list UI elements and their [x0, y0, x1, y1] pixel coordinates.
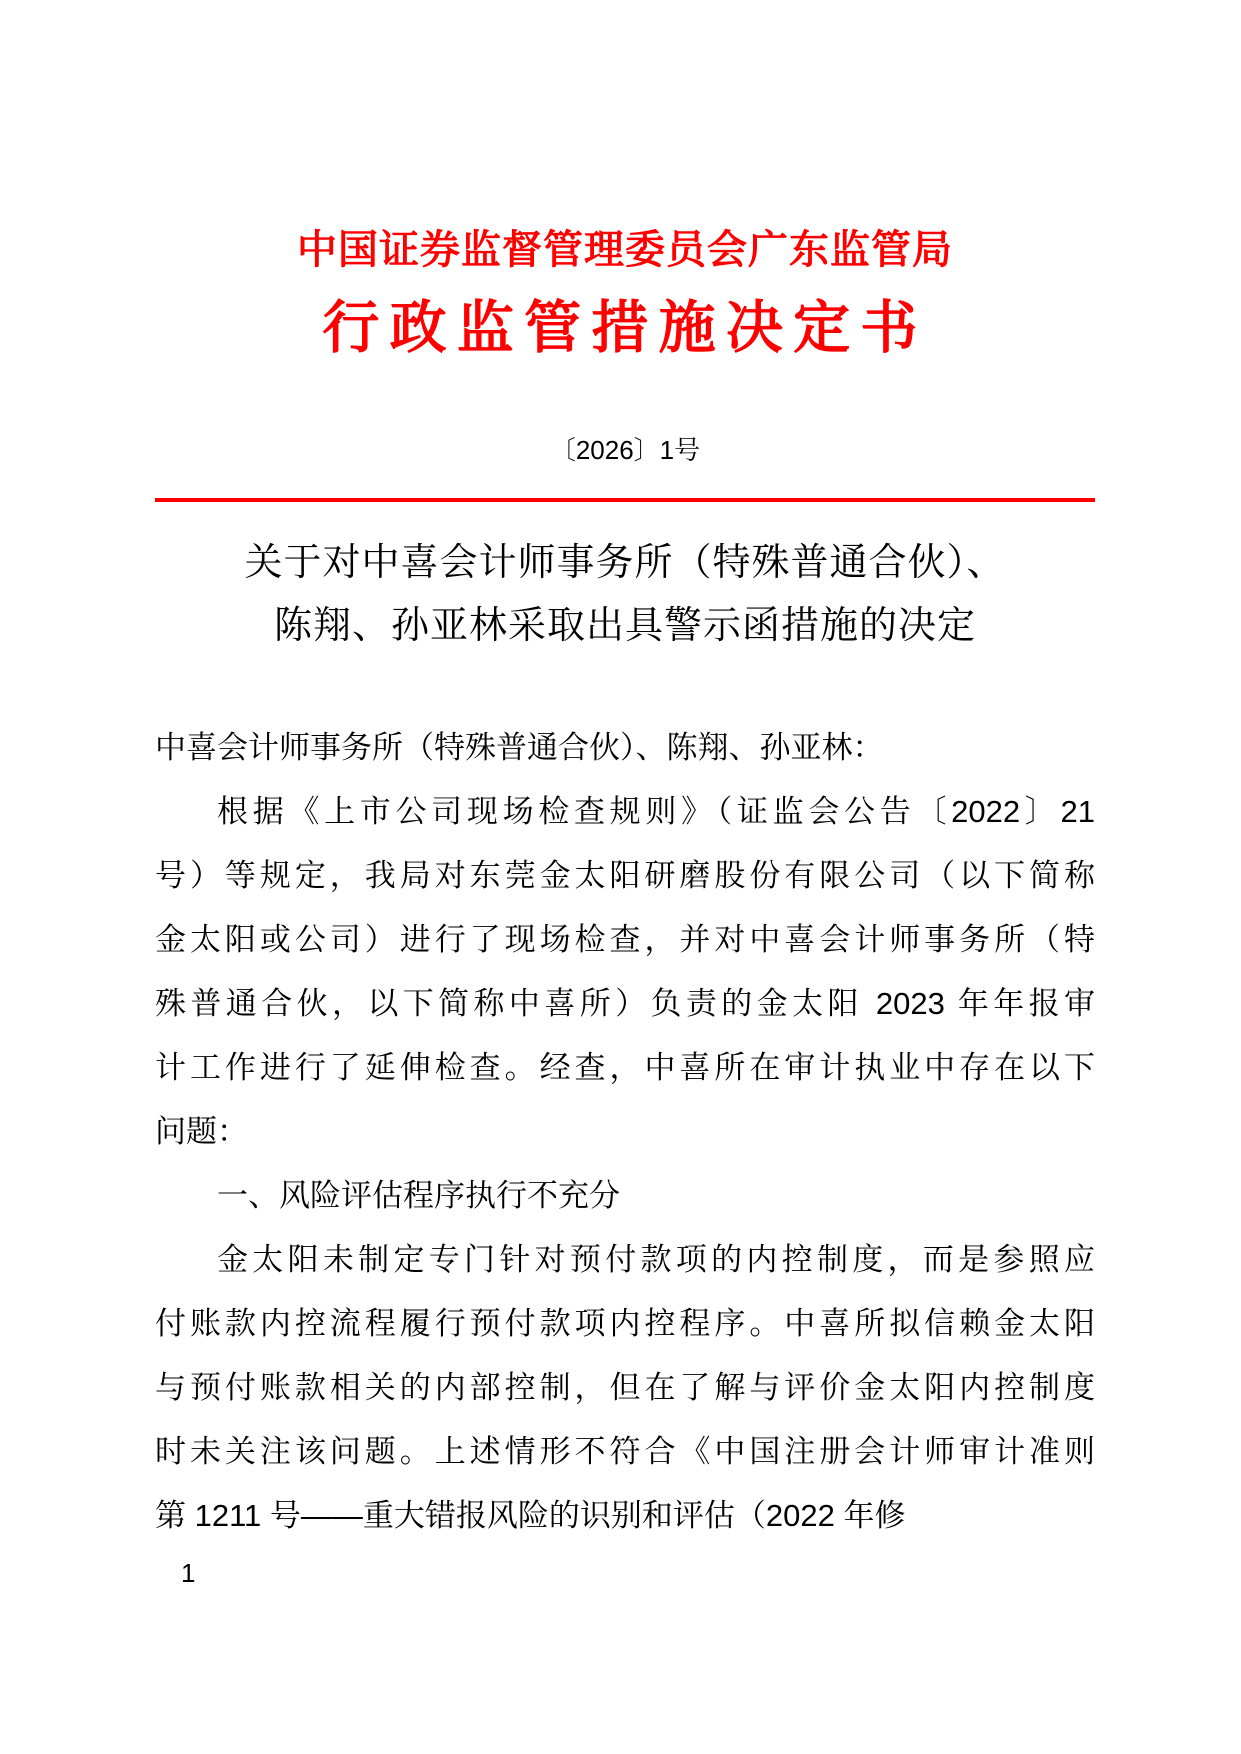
body-line: 金太阳未制定专门针对预付款项的内控制度，而是参照应 [217, 1242, 1095, 1277]
page-number: 1 [181, 1558, 196, 1588]
document-content [155, 0, 1095, 1588]
body-line: 时未关注该问题。上述情形不符合《中国注册会计师审计准则 [155, 1434, 1095, 1469]
body-line: 根据《上市公司现场检查规则》（证监会公告〔2022〕21 [217, 794, 1095, 829]
main-heading-line-1: 关于对中喜会计师事务所（特殊普通合伙）、 [244, 542, 1006, 584]
section-heading: 一、风险评估程序执行不充分 [217, 1178, 620, 1213]
body-text [155, 716, 1095, 1548]
body-line: 问题： [155, 1114, 248, 1149]
main-heading-line-2: 陈翔、孙亚林采取出具警示函措施的决定 [273, 605, 976, 647]
body-line: 金太阳或公司）进行了现场检查，并对中喜会计师事务所（特 [155, 922, 1095, 957]
red-divider [155, 498, 1095, 502]
body-line: 第 1211 号——重大错报风险的识别和评估（2022 年修 [155, 1498, 906, 1533]
main-heading [155, 532, 1095, 658]
body-line: 付账款内控流程履行预付款项内控程序。中喜所拟信赖金太阳 [155, 1306, 1095, 1341]
body-line: 与预付账款相关的内部控制，但在了解与评价金太阳内控制度 [155, 1370, 1095, 1405]
doc-type-title: 行政监管措施决定书 [322, 296, 928, 360]
org-title: 中国证券监督管理委员会广东监管局 [297, 228, 953, 272]
salutation-line: 中喜会计师事务所（特殊普通合伙）、陈翔、孙亚林： [155, 730, 884, 765]
body-line: 计工作进行了延伸检查。经查，中喜所在审计执业中存在以下 [155, 1050, 1095, 1085]
doc-number: 〔2026〕1号 [549, 435, 701, 465]
body-line: 殊普通合伙，以下简称中喜所）负责的金太阳 2023 年年报审 [155, 986, 1095, 1021]
body-line: 号）等规定，我局对东莞金太阳研磨股份有限公司（以下简称 [155, 858, 1095, 893]
